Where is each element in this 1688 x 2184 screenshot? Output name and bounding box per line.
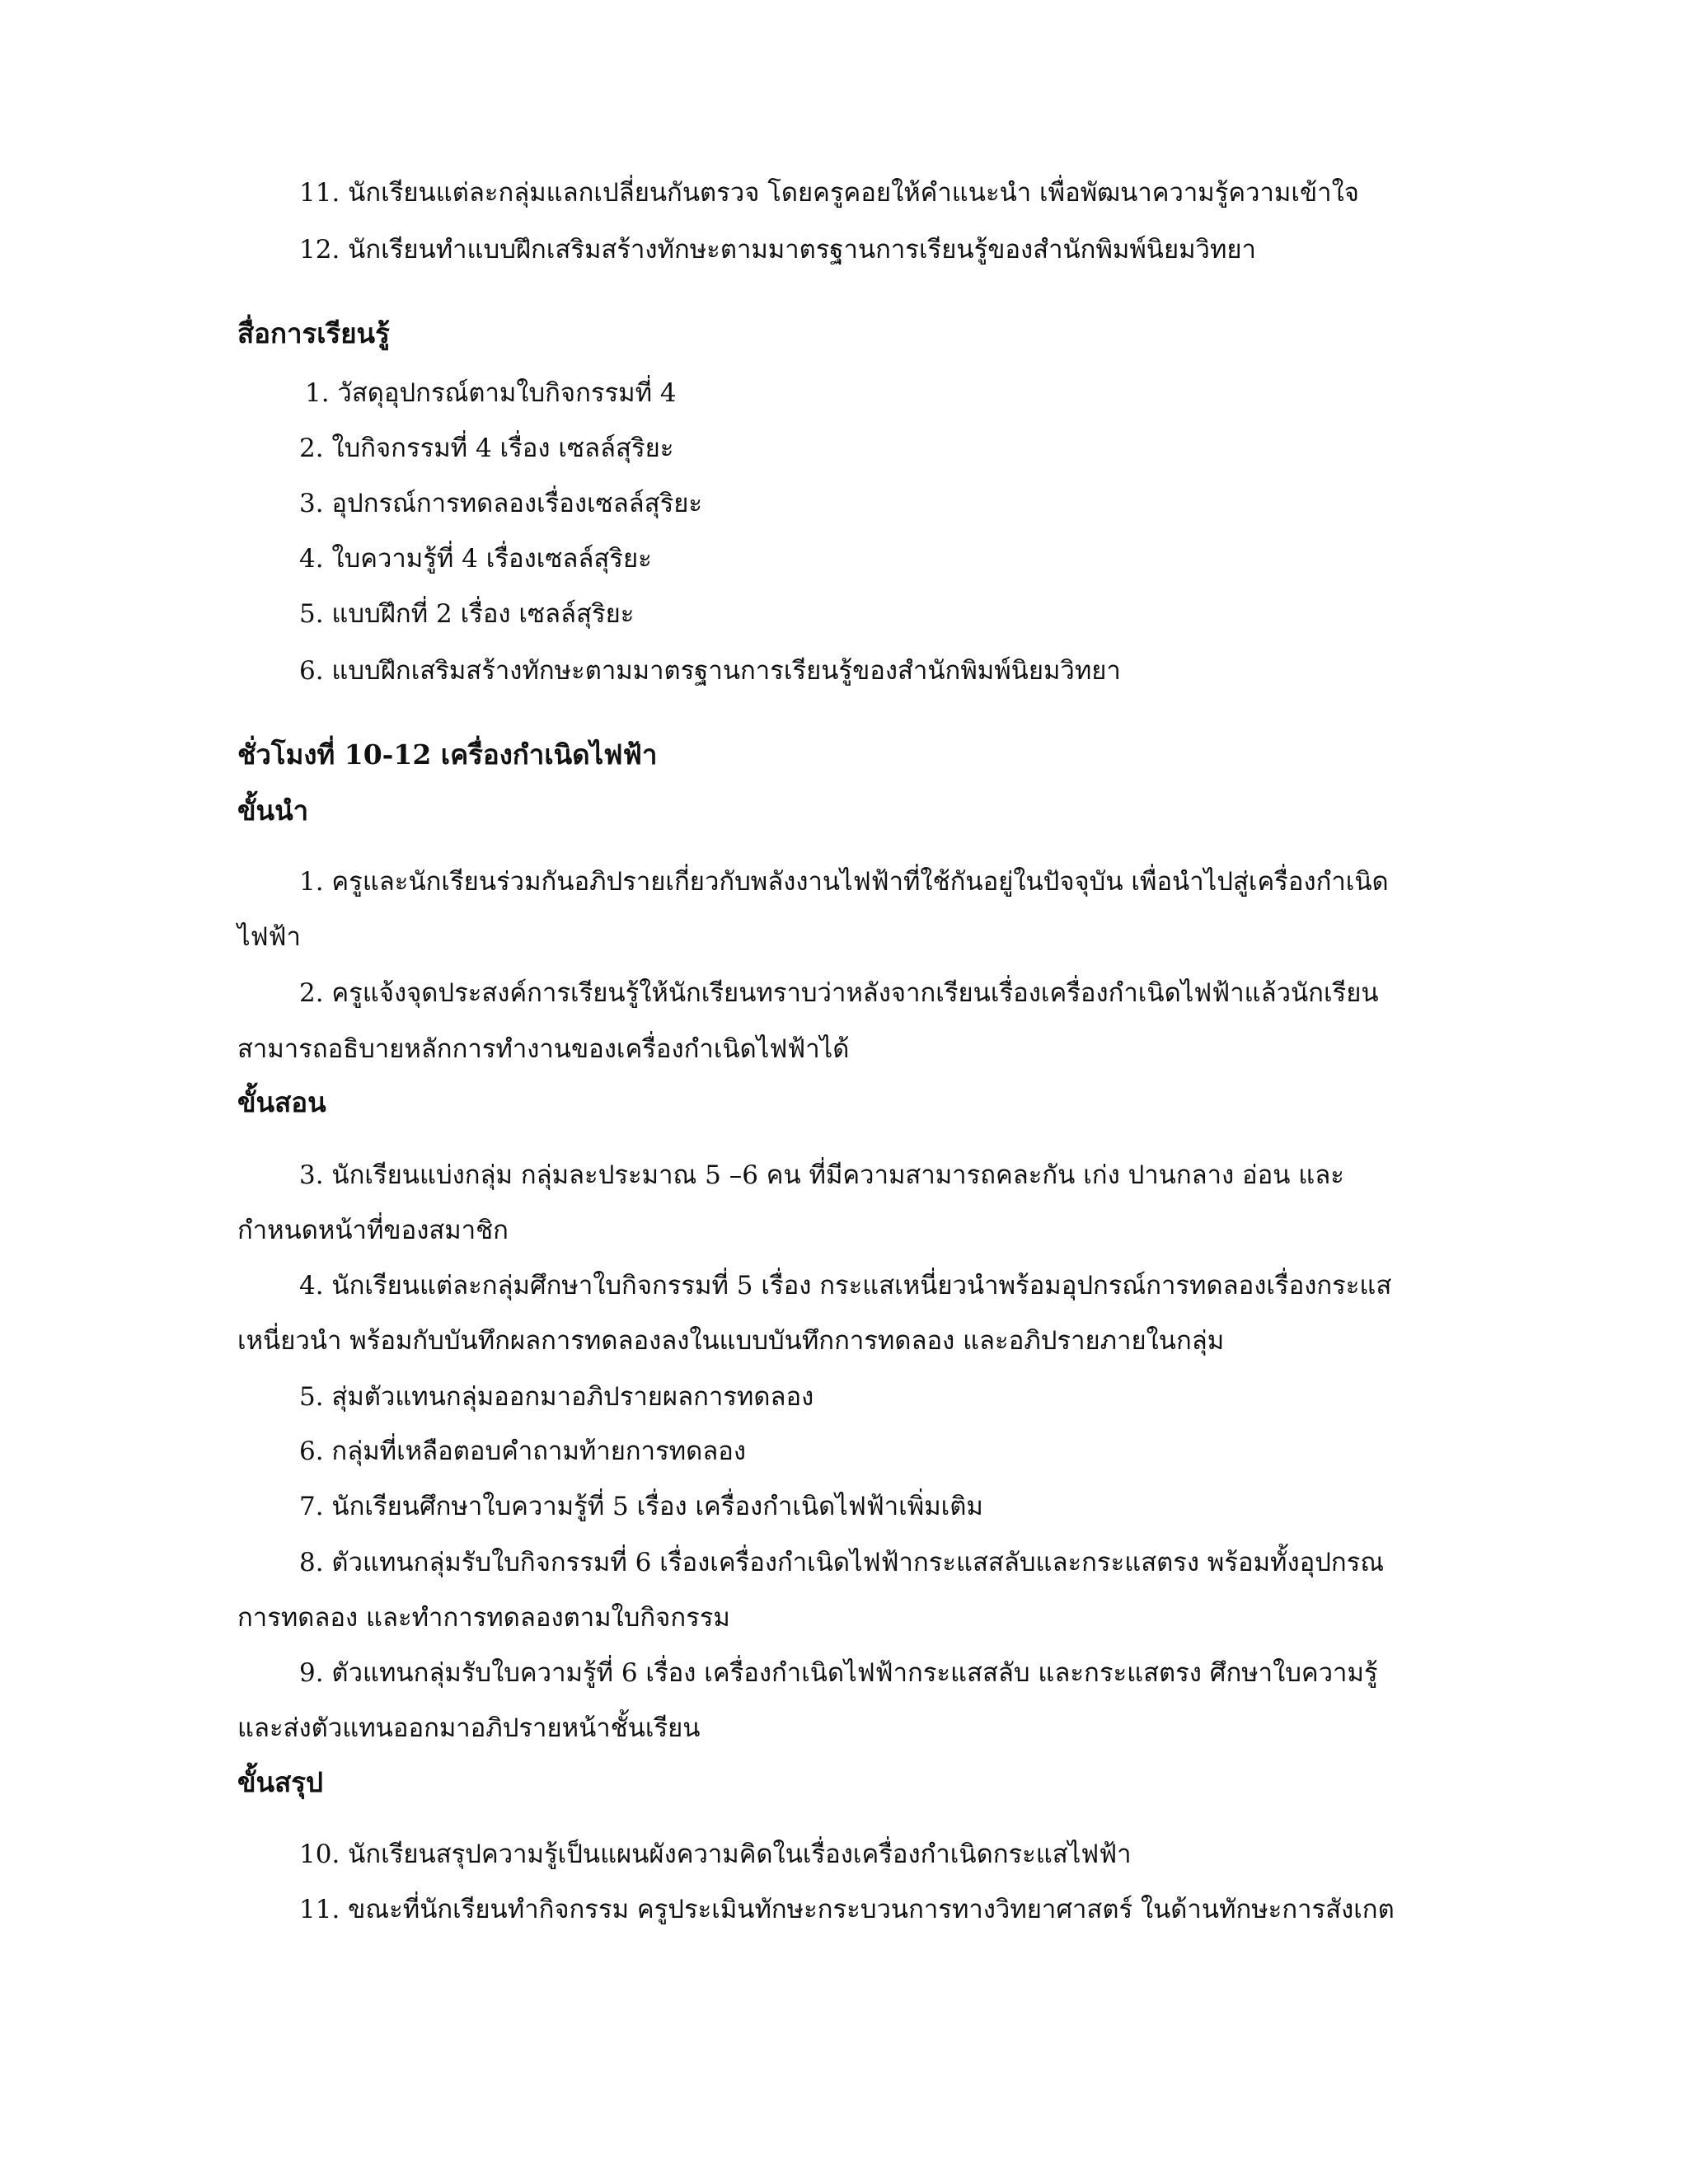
- teach-step-6: 6. กลุ่มที่เหลือตอบคำถามท้ายการทดลอง: [299, 1436, 747, 1466]
- summary-step-10: 10. นักเรียนสรุปความรู้เป็นแผนผังความคิดในเรื่องเครื่องกำเนิดกระแสไฟฟ้า: [299, 1840, 1132, 1869]
- media-item-1: 1. วัสดุอุปกรณ์ตามใบกิจกรรมที่ 4: [305, 378, 677, 408]
- teach-step-3: 3. นักเรียนแบ่งกลุ่ม กลุ่มละประมาณ 5 –6 คน ที่มีความสามารถคละกัน เก่ง ปานกลาง อ่อน และ: [299, 1160, 1344, 1190]
- intro-step-2-cont: สามารถอธิบายหลักการทำงานของเครื่องกำเนิดไฟฟ้าได้: [237, 1034, 850, 1064]
- teach-step-4: 4. นักเรียนแต่ละกลุ่มศึกษาใบกิจกรรมที่ 5 เรื่อง กระแสเหนี่ยวนำพร้อมอุปกรณ์การทดลองเรื่องกระแส: [299, 1271, 1392, 1301]
- teach-step-9-cont: และส่งตัวแทนออกมาอภิปรายหน้าชั้นเรียน: [237, 1713, 701, 1743]
- step-12-top: 12. นักเรียนทำแบบฝึกเสริมสร้างทักษะตามมาตรฐานการเรียนรู้ของสำนักพิมพ์นิยมวิทยา: [299, 235, 1256, 265]
- teach-step-3-cont: กำหนดหน้าที่ของสมาชิก: [237, 1216, 509, 1245]
- media-item-3: 3. อุปกรณ์การทดลองเรื่องเซลล์สุริยะ: [299, 489, 703, 518]
- teach-step-4-cont: เหนี่ยวนำ พร้อมกับบันทึกผลการทดลองลงในแบบบันทึกการทดลอง และอภิปรายภายในกลุ่ม: [237, 1326, 1225, 1356]
- intro-step-2: 2. ครูแจ้งจุดประสงค์การเรียนรู้ให้นักเรียนทราบว่าหลังจากเรียนเรื่องเครื่องกำเนิดไฟฟ้าแล้วนักเรียน: [299, 978, 1379, 1008]
- media-item-6: 6. แบบฝึกเสริมสร้างทักษะตามมาตรฐานการเรียนรู้ของสำนักพิมพ์นิยมวิทยา: [299, 656, 1121, 686]
- media-item-4: 4. ใบความรู้ที่ 4 เรื่องเซลล์สุริยะ: [299, 544, 652, 574]
- summary-heading: ขั้นสรุป: [237, 1766, 323, 1798]
- teach-step-9: 9. ตัวแทนกลุ่มรับใบความรู้ที่ 6 เรื่อง เครื่องกำเนิดไฟฟ้ากระแสสลับ และกระแสตรง ศึกษาใบความรู้: [299, 1658, 1378, 1688]
- intro-step-1-cont: ไฟฟ้า: [237, 922, 301, 952]
- teach-step-8: 8. ตัวแทนกลุ่มรับใบกิจกรรมที่ 6 เรื่องเครื่องกำเนิดไฟฟ้ากระแสสลับและกระแสตรง พร้อมทั้งอุปกรณ: [299, 1548, 1385, 1577]
- step-11-top: 11. นักเรียนแต่ละกลุ่มแลกเปลี่ยนกันตรวจ โดยครูคอยให้คำแนะนำ เพื่อพัฒนาความรู้ความเข้าใจ: [299, 178, 1359, 208]
- media-item-2: 2. ใบกิจกรรมที่ 4 เรื่อง เซลล์สุริยะ: [299, 434, 674, 463]
- teach-step-8-cont: การทดลอง และทำการทดลองตามใบกิจกรรม: [237, 1603, 730, 1633]
- intro-step-1: 1. ครูและนักเรียนร่วมกันอภิปรายเกี่ยวกับพลังงานไฟฟ้าที่ใช้กันอยู่ในปัจจุบัน เพื่อนำไปสู่เครื่องกำเนิด: [299, 867, 1389, 897]
- hour-heading: ชั่วโมงที่ 10-12 เครื่องกำเนิดไฟฟ้า: [237, 738, 658, 771]
- media-item-5: 5. แบบฝึกที่ 2 เรื่อง เซลล์สุริยะ: [299, 599, 635, 629]
- teach-step-7: 7. นักเรียนศึกษาใบความรู้ที่ 5 เรื่อง เครื่องกำเนิดไฟฟ้าเพิ่มเติม: [299, 1492, 983, 1521]
- teach-heading: ขั้นสอน: [237, 1086, 326, 1118]
- intro-heading: ขั้นนำ: [237, 794, 309, 827]
- summary-step-11: 11. ขณะที่นักเรียนทำกิจกรรม ครูประเมินทักษะกระบวนการทางวิทยาศาสตร์ ในด้านทักษะการสังเกต: [299, 1895, 1395, 1924]
- teach-step-5: 5. สุ่มตัวแทนกลุ่มออกมาอภิปรายผลการทดลอง: [299, 1382, 814, 1412]
- media-heading: สื่อการเรียนรู้: [237, 317, 390, 349]
